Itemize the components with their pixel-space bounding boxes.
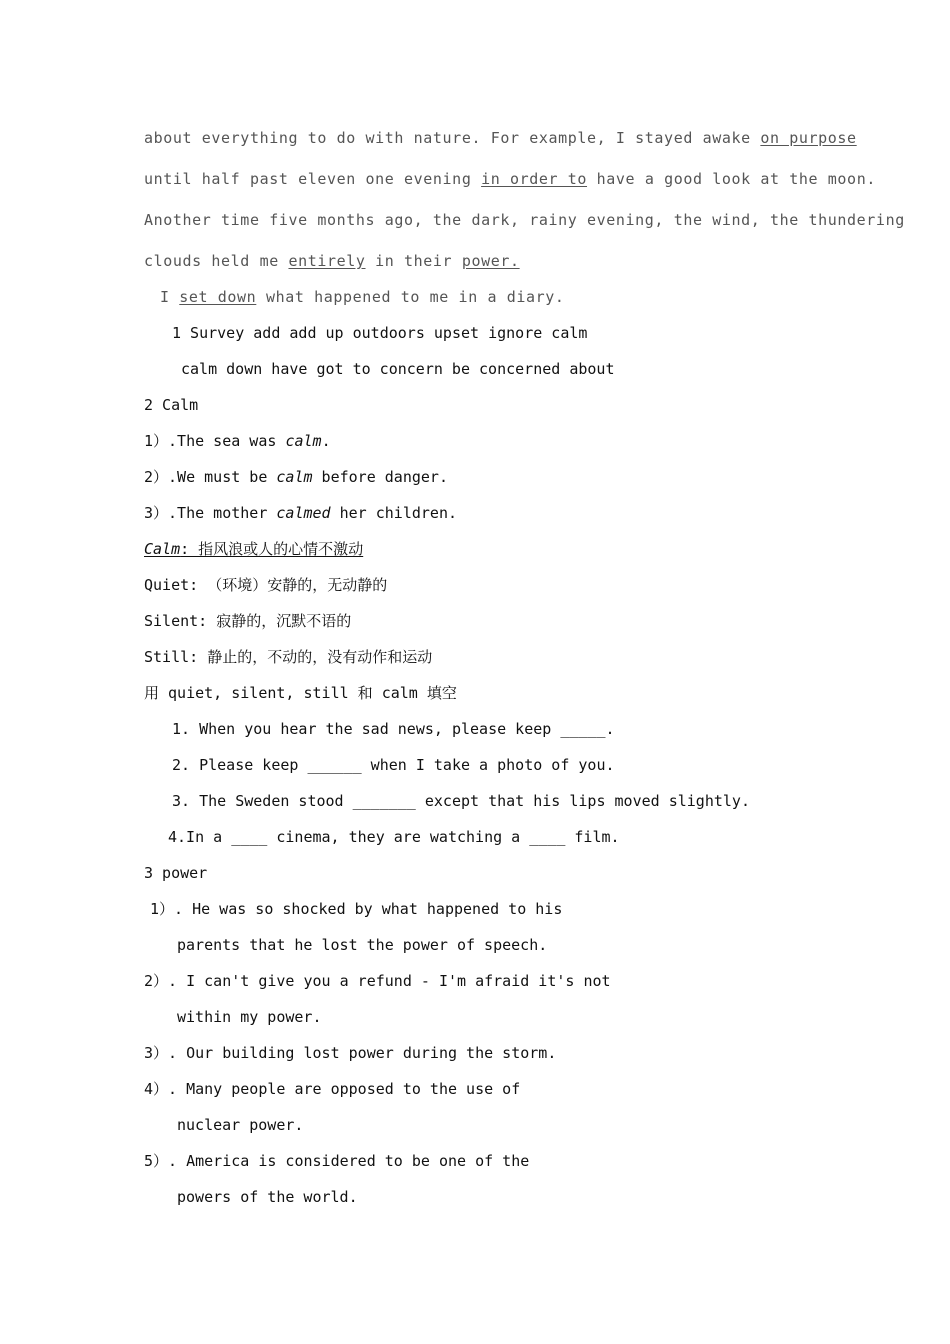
exercise-question-3: 3. The Sweden stood _______ except that his lips moved slightly. xyxy=(172,792,750,810)
underlined-word: power. xyxy=(461,252,520,270)
definition-text: : 指风浪或人的心情不激动 xyxy=(180,540,364,558)
underlined-word: entirely xyxy=(288,252,366,270)
power-example-5b: powers of the world. xyxy=(177,1188,358,1206)
example-text: 1）.The sea was xyxy=(144,432,286,450)
exercise-question-4: 4.In a ____ cinema, they are watching a ____ film. xyxy=(168,828,620,846)
power-example-1b: parents that he lost the power of speech. xyxy=(177,936,548,954)
passage-line-4 xyxy=(144,251,520,271)
exercise-question-2: 2. Please keep ______ when I take a photo of you. xyxy=(172,756,615,774)
calm-example-2 xyxy=(144,467,448,487)
example-text: 2）.We must be xyxy=(144,468,277,486)
underlined-phrase: set down xyxy=(179,288,257,306)
example-text: . xyxy=(321,432,331,450)
example-text: before danger. xyxy=(312,468,448,486)
exercise-question-1: 1. When you hear the sad news, please keep _____. xyxy=(172,720,615,738)
definition-still: Still: 静止的，不动的，没有动作和运动 xyxy=(144,648,433,666)
word-list-line-1: 1 Survey add add up outdoors upset ignore calm xyxy=(172,324,588,342)
power-example-5a: 5）. America is considered to be one of the xyxy=(144,1152,530,1170)
power-example-2b: within my power. xyxy=(177,1008,322,1026)
definition-quiet: Quiet: （环境）安静的，无动静的 xyxy=(144,576,388,594)
passage-text: clouds held me xyxy=(144,252,289,270)
calm-example-1 xyxy=(144,431,331,451)
example-text: 3）.The mother xyxy=(144,504,277,522)
italic-word: calmed xyxy=(276,504,331,522)
calm-example-3 xyxy=(144,503,457,523)
power-example-4a: 4）. Many people are opposed to the use of xyxy=(144,1080,521,1098)
passage-line-1 xyxy=(144,128,857,148)
section-heading-calm: 2 Calm xyxy=(144,396,199,414)
power-example-1a: 1）. He was so shocked by what happened to his xyxy=(150,900,563,918)
italic-word: calm xyxy=(285,432,322,450)
italic-word: calm xyxy=(276,468,313,486)
power-example-3: 3）. Our building lost power during the storm. xyxy=(144,1044,557,1062)
definition-silent: Silent: 寂静的，沉默不语的 xyxy=(144,612,352,630)
passage-line-5 xyxy=(160,287,565,307)
word-list-line-2: calm down have got to concern be concerned about xyxy=(181,360,615,378)
underlined-phrase: in order to xyxy=(481,170,588,188)
example-text: her children. xyxy=(330,504,458,522)
underlined-phrase: on purpose xyxy=(760,129,857,147)
power-example-4b: nuclear power. xyxy=(177,1116,304,1134)
italic-word: Calm xyxy=(144,540,181,558)
power-example-2a: 2）. I can't give you a refund - I'm afraid it's not xyxy=(144,972,611,990)
passage-text: have a good look at the moon. xyxy=(587,170,876,188)
passage-text: until half past eleven one evening xyxy=(144,170,482,188)
passage-text: about everything to do with nature. For example, I stayed awake xyxy=(144,129,761,147)
passage-text: what happened to me in a diary. xyxy=(256,288,565,306)
definition-calm xyxy=(144,539,363,559)
passage-text: in their xyxy=(365,252,462,270)
passage-line-3: Another time five months ago, the dark, rainy evening, the wind, the thundering xyxy=(144,211,905,229)
exercise-instruction: 用 quiet, silent, still 和 calm 填空 xyxy=(144,684,457,702)
passage-line-2 xyxy=(144,169,876,189)
passage-text: I xyxy=(160,288,180,306)
section-heading-power: 3 power xyxy=(144,864,208,882)
